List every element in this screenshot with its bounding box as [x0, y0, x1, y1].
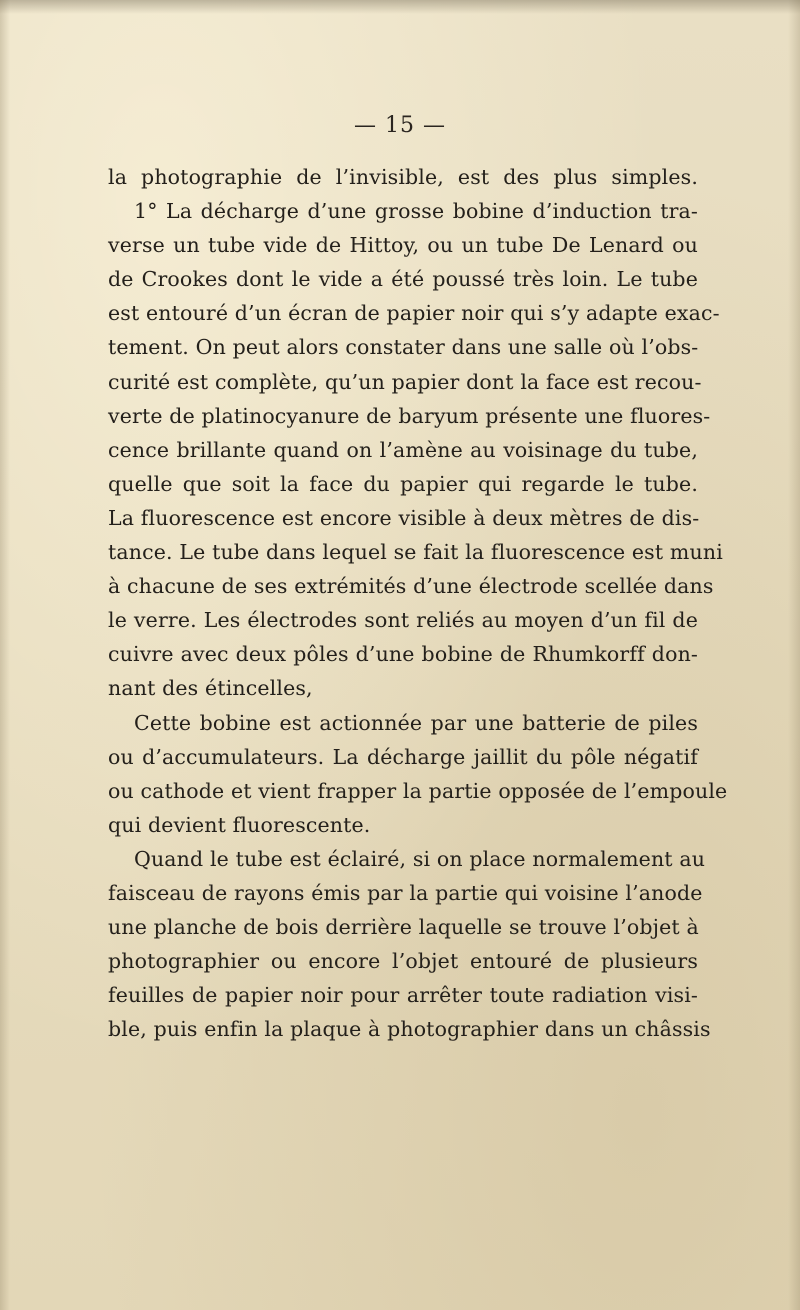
text-line: est entouré d’un écran de papier noir qui s’y adapte exac- — [108, 301, 720, 326]
text-line: une planche de bois derrière laquelle se trouve l’objet à — [108, 915, 699, 940]
page-top-shadow — [0, 0, 800, 14]
text-line: le verre. Les électrodes sont reliés au moyen d’un fil de — [108, 608, 698, 633]
page-number: — 15 — — [354, 113, 446, 138]
text-line: tance. Le tube dans lequel se fait la fluorescence est muni — [108, 540, 723, 565]
body-text — [108, 160, 728, 1046]
text-line: nant des étincelles, — [108, 676, 313, 701]
text-line: curité est complète, qu’un papier dont la face est recou- — [108, 369, 702, 394]
text-line: Cette bobine est actionnée par une batterie de piles — [134, 710, 698, 735]
text-line: qui devient fluorescente. — [108, 812, 371, 837]
text-line: ou cathode et vient frapper la partie opposée de l’empoule — [108, 778, 728, 803]
text-line: ble, puis enfin la plaque à photographier dans un châssis — [108, 1017, 711, 1042]
text-line: verse un tube vide de Hittoy, ou un tube De Lenard ou — [108, 233, 698, 258]
text-line: ou d’accumulateurs. La décharge jaillit du pôle négatif — [108, 744, 698, 769]
text-line: de Crookes dont le vide a été poussé très loin. Le tube — [108, 267, 698, 292]
text-line: faisceau de rayons émis par la partie qui voisine l’anode — [108, 880, 703, 905]
text-line: Quand le tube est éclairé, si on place normalement au — [134, 846, 706, 871]
text-line: à chacune de ses extrémités d’une électrode scellée dans — [108, 574, 714, 599]
text-line: feuilles de papier noir pour arrêter toute radiation visi- — [108, 983, 698, 1008]
text-line: tement. On peut alors constater dans une salle où l’obs- — [108, 335, 699, 360]
text-line: verte de platinocyanure de baryum présente une fluores- — [108, 403, 711, 428]
text-line: quelle que soit la face du papier qui regarde le tube. — [108, 471, 698, 496]
page-right-edge — [788, 0, 800, 1310]
text-line: cuivre avec deux pôles d’une bobine de Rhumkorff don- — [108, 642, 698, 667]
page-left-edge — [0, 0, 10, 1310]
text-line: La fluorescence est encore visible à deux mètres de dis- — [108, 505, 700, 530]
text-line: cence brillante quand on l’amène au voisinage du tube, — [108, 437, 698, 462]
text-line: la photographie de l’invisible, est des plus simples. — [108, 165, 698, 189]
text-line: 1° La décharge d’une grosse bobine d’induction tra- — [134, 199, 698, 224]
text-line: photographier ou encore l’objet entouré de plusieurs — [108, 949, 698, 974]
